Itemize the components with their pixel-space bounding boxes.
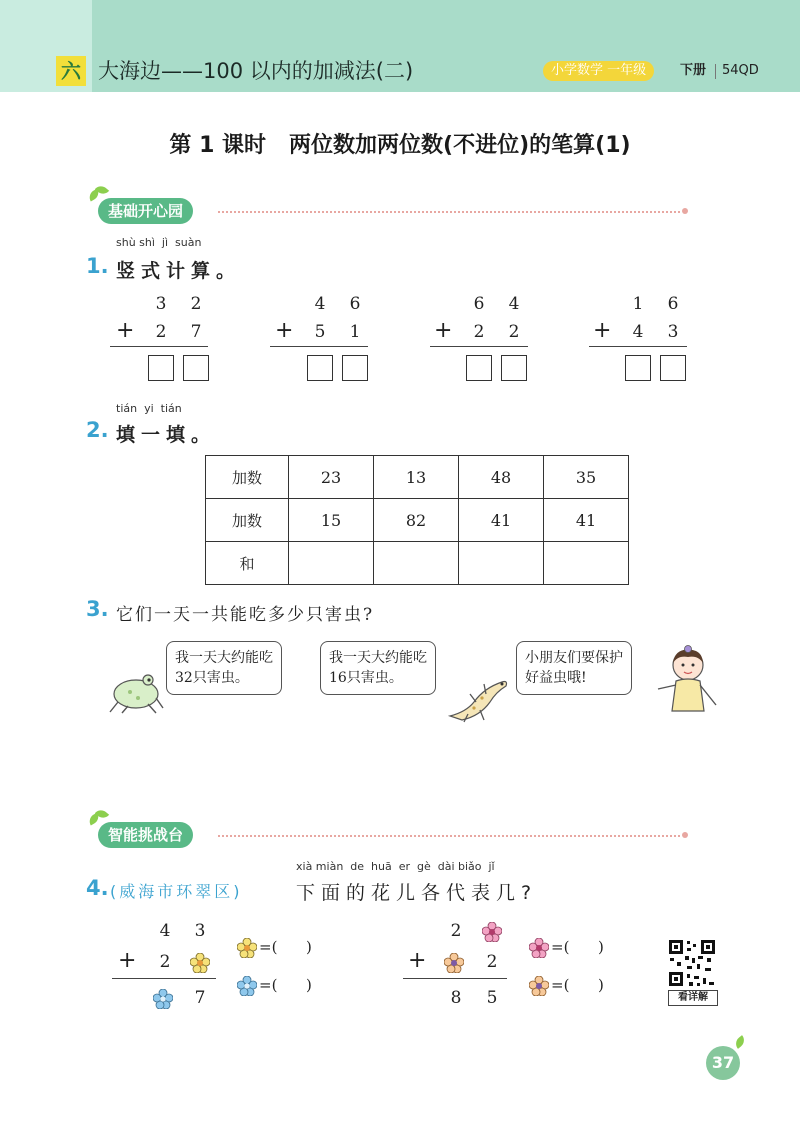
addition-table	[205, 455, 629, 585]
digit: 1	[349, 322, 361, 342]
qr-label[interactable]: 看详解	[668, 990, 718, 1006]
digit: 6	[667, 294, 679, 314]
table-cell: 15	[289, 499, 374, 542]
row-label: 加数	[206, 499, 289, 542]
leaf-icon	[733, 1035, 747, 1049]
digit: 8	[450, 988, 462, 1008]
section-banner-basic: 基础开心园	[98, 198, 193, 224]
plus-sign: +	[593, 318, 612, 343]
digit: 2	[159, 952, 171, 972]
q4-pinyin: xià miàn de huā er gè dài biǎo jǐ	[296, 860, 495, 873]
qr-code-icon[interactable]	[667, 938, 717, 988]
calc-line	[403, 978, 507, 979]
digit: 5	[486, 988, 498, 1008]
girl-icon	[650, 645, 720, 720]
digit: 2	[155, 322, 167, 342]
orange-flower-icon	[529, 976, 549, 996]
orange-flower-answer-blank[interactable]: =( )	[551, 976, 604, 994]
answer-box[interactable]	[148, 355, 174, 381]
digit: 2	[473, 322, 485, 342]
sum-cell[interactable]	[544, 542, 629, 585]
yellow-flower-icon	[237, 938, 257, 958]
q2-text: 填一填。	[116, 424, 217, 446]
dotted-line-end	[682, 208, 688, 214]
pink-flower-answer-blank[interactable]: =( )	[551, 938, 604, 956]
section-dotted-line	[218, 835, 680, 837]
lizard-speech-bubble: 我一天大约能吃 16只害虫。	[320, 641, 436, 695]
answer-box[interactable]	[183, 355, 209, 381]
calc-line	[430, 346, 528, 347]
digit: 5	[314, 322, 326, 342]
digit: 3	[667, 322, 679, 342]
answer-box[interactable]	[342, 355, 368, 381]
q2-number: 2.	[86, 418, 109, 442]
digit: 6	[473, 294, 485, 314]
table-row	[206, 456, 629, 499]
pink-flower-icon	[529, 938, 549, 958]
unit-title: 大海边——100 以内的加减法(二)	[98, 59, 414, 83]
book-code: 54QD	[722, 63, 759, 78]
digit: 6	[349, 294, 361, 314]
table-cell: 82	[374, 499, 459, 542]
digit: 4	[632, 322, 644, 342]
q4-number: 4.	[86, 876, 109, 900]
digit: 4	[508, 294, 520, 314]
sum-cell[interactable]	[374, 542, 459, 585]
row-label: 和	[206, 542, 289, 585]
answer-box[interactable]	[307, 355, 333, 381]
digit: 4	[314, 294, 326, 314]
table-cell: 35	[544, 456, 629, 499]
page-number: 37	[706, 1046, 740, 1080]
q4-text: 下面的花儿各代表几?	[296, 882, 538, 904]
digit: 2	[190, 294, 202, 314]
q2-pinyin: tián yi tián	[116, 402, 182, 415]
dotted-line-end	[682, 832, 688, 838]
table-row	[206, 499, 629, 542]
q3-text: 它们一天一共能吃多少只害虫?	[116, 605, 375, 625]
answer-box[interactable]	[660, 355, 686, 381]
q3-number: 3.	[86, 597, 109, 621]
row-label: 加数	[206, 456, 289, 499]
yellow-flower-icon	[190, 953, 210, 973]
plus-sign: +	[434, 318, 453, 343]
table-cell: 23	[289, 456, 374, 499]
calc-line	[110, 346, 208, 347]
q1-pinyin: shù shì jì suàn	[116, 236, 202, 249]
frog-icon	[108, 668, 164, 714]
answer-box[interactable]	[625, 355, 651, 381]
sum-cell[interactable]	[459, 542, 544, 585]
calc-line	[589, 346, 687, 347]
calc-line	[112, 978, 216, 979]
plus-sign: +	[408, 948, 427, 973]
pink-flower-icon	[482, 922, 502, 942]
digit: 2	[508, 322, 520, 342]
header-divider	[715, 64, 716, 79]
q4-region: (威海市环翠区)	[110, 882, 243, 901]
q1-number: 1.	[86, 254, 109, 278]
yellow-flower-answer-blank[interactable]: =( )	[259, 938, 312, 956]
lizard-icon	[446, 672, 510, 724]
blue-flower-icon	[153, 989, 173, 1009]
calc-line	[270, 346, 368, 347]
answer-box[interactable]	[501, 355, 527, 381]
unit-number-badge: 六	[56, 56, 86, 86]
plus-sign: +	[116, 318, 135, 343]
table-row	[206, 542, 629, 585]
lesson-title: 第 1 课时 两位数加两位数(不进位)的笔算(1)	[169, 133, 631, 158]
digit: 7	[194, 988, 206, 1008]
frog-speech-bubble: 我一天大约能吃 32只害虫。	[166, 641, 282, 695]
table-cell: 13	[374, 456, 459, 499]
volume-label: 下册	[680, 63, 707, 78]
digit: 4	[159, 921, 171, 941]
blue-flower-icon	[237, 976, 257, 996]
girl-speech-bubble: 小朋友们要保护 好益虫哦!	[516, 641, 632, 695]
digit: 7	[190, 322, 202, 342]
table-cell: 41	[459, 499, 544, 542]
plus-sign: +	[275, 318, 294, 343]
sum-cell[interactable]	[289, 542, 374, 585]
section-dotted-line	[218, 211, 680, 213]
table-cell: 48	[459, 456, 544, 499]
answer-box[interactable]	[466, 355, 492, 381]
grade-badge: 小学数学 一年级	[543, 61, 654, 81]
digit: 2	[486, 952, 498, 972]
q1-text: 竖式计算。	[116, 260, 242, 282]
table-cell: 41	[544, 499, 629, 542]
digit: 3	[194, 921, 206, 941]
digit: 2	[450, 921, 462, 941]
blue-flower-answer-blank[interactable]: =( )	[259, 976, 312, 994]
plus-sign: +	[118, 948, 137, 973]
section-banner-challenge: 智能挑战台	[98, 822, 193, 848]
orange-flower-icon	[444, 953, 464, 973]
digit: 3	[155, 294, 167, 314]
digit: 1	[632, 294, 644, 314]
